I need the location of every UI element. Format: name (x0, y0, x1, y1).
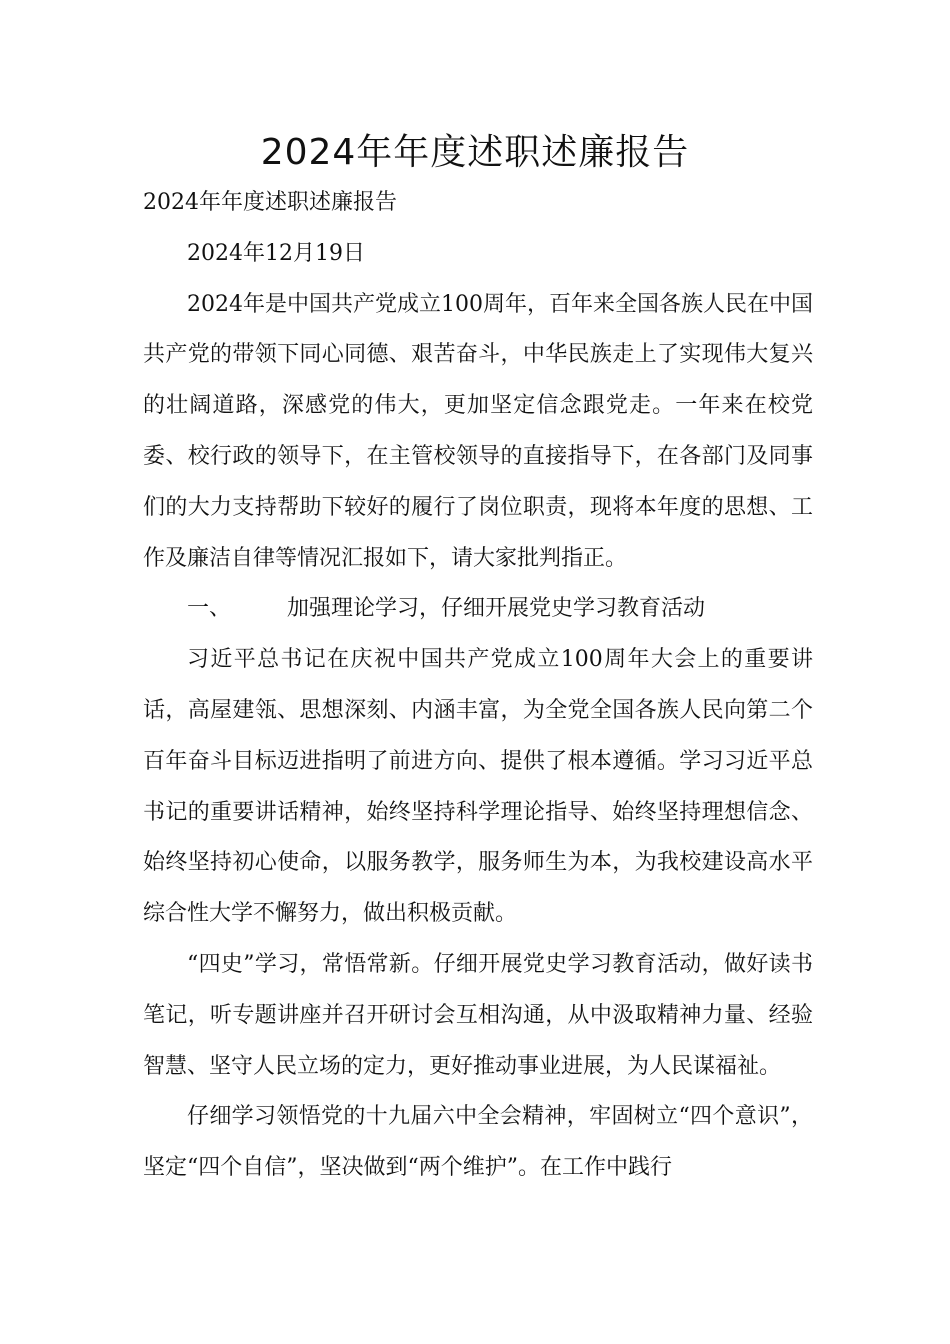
paragraph-intro: 2024年是中国共产党成立100周年，百年来全国各族人民在中国共产党的带领下同心同德、艰苦奋斗，中华民族走上了实现伟大复兴的壮阔道路，深感党的伟大，更加坚定信念跟党走。一年来在校党委、校行政的领导下，在主管校领导的直接指导下，在各部门及同事们的大力支持帮助下较好的履行了岗位职责，现将本年度的思想、工作及廉洁自律等情况汇报如下，请大家批判指正。 (143, 291, 813, 571)
section-heading-1 (143, 584, 813, 635)
document-body (143, 178, 813, 1194)
section-heading-number: 一、 (187, 596, 232, 622)
paragraph-speech: 习近平总书记在庆祝中国共产党成立100周年大会上的重要讲话，高屋建瓴、思想深刻、内涵丰富，为全党全国各族人民向第二个百年奋斗目标迈进指明了前进方向、提供了根本遵循。学习习近平总书记的重要讲话精神，始终坚持科学理论指导、始终坚持理想信念、始终坚持初心使命，以服务教学，服务师生为本，为我校建设高水平综合性大学不懈努力，做出积极贡献。 (143, 647, 813, 927)
section-heading-text: 加强理论学习，仔细开展党史学习教育活动 (286, 596, 705, 622)
paragraph-four-histories: “四史”学习，常悟常新。仔细开展党史学习教育活动，做好读书笔记，听专题讲座并召开研讨会互相沟通，从中汲取精神力量、经验智慧、坚守人民立场的定力，更好推动事业进展，为人民谋福祉。 (143, 951, 813, 1079)
document-subtitle: 2024年年度述职述廉报告 (143, 190, 397, 215)
document-date: 2024年12月19日 (187, 240, 365, 266)
document-title: 2024年年度述职述廉报告 (260, 132, 690, 173)
paragraph-plenary: 仔细学习领悟党的十九届六中全会精神，牢固树立“四个意识”，坚定“四个自信”，坚决做到“两个维护”。在工作中践行 (143, 1104, 813, 1181)
